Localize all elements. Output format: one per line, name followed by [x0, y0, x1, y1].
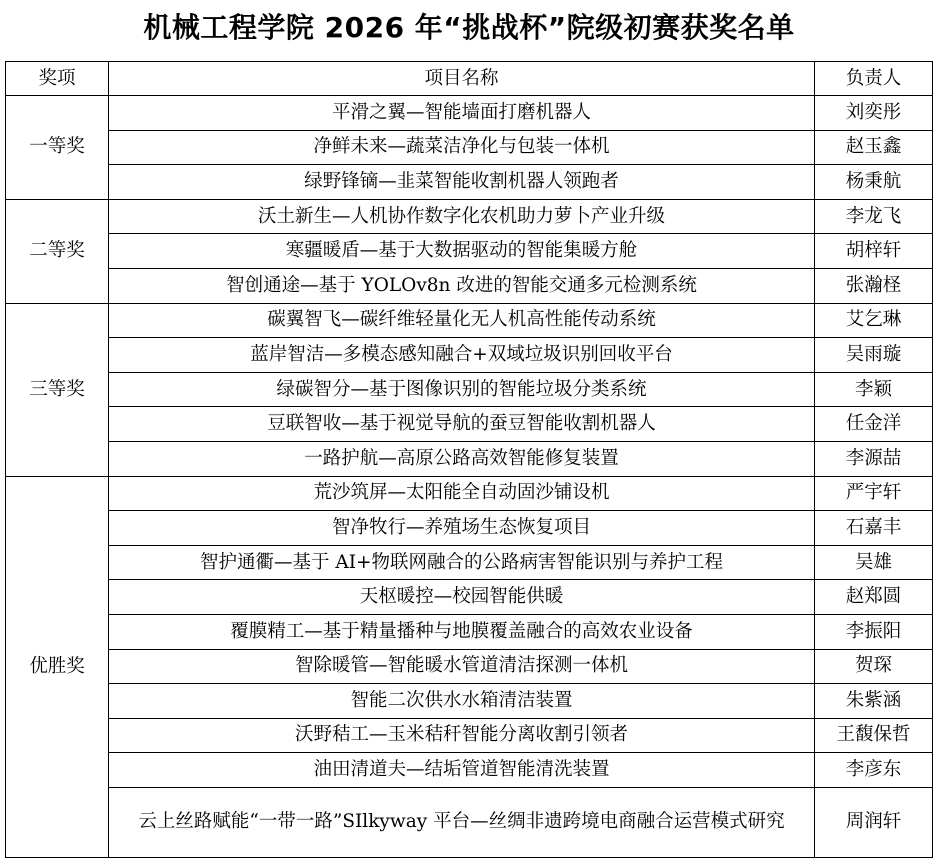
- table-row: [6, 441, 933, 476]
- table-row: [6, 614, 933, 649]
- header-project: 项目名称: [109, 62, 815, 96]
- owner-cell: 李振阳: [815, 614, 933, 649]
- table-row: [6, 476, 933, 511]
- project-name-cell: 智除暖管—智能暖水管道清洁探测一体机: [109, 649, 815, 684]
- owner-cell: 王馥保哲: [815, 718, 933, 753]
- table-row: [6, 753, 933, 788]
- project-name-cell: 绿野锋镝—韭菜智能收割机器人领跑者: [109, 165, 815, 200]
- owner-cell: 任金洋: [815, 407, 933, 442]
- owner-cell: 吴雄: [815, 545, 933, 580]
- owner-cell: 张瀚柽: [815, 268, 933, 303]
- award-table: [5, 61, 933, 858]
- header-owner: 负责人: [815, 62, 933, 96]
- owner-cell: 吴雨璇: [815, 338, 933, 373]
- table-row: [6, 303, 933, 338]
- award-level-cell: 三等奖: [6, 303, 109, 476]
- owner-cell: 李源喆: [815, 441, 933, 476]
- project-name-cell: 净鲜未来—蔬菜洁净化与包装一体机: [109, 130, 815, 165]
- owner-cell: 赵玉鑫: [815, 130, 933, 165]
- table-header-row: [6, 62, 933, 96]
- page-title: 机械工程学院 2026 年“挑战杯”院级初赛获奖名单: [143, 11, 795, 44]
- owner-cell: 刘奕彤: [815, 96, 933, 131]
- table-row: [6, 684, 933, 719]
- owner-cell: 赵郑圆: [815, 580, 933, 615]
- header-award: 奖项: [6, 62, 109, 96]
- project-name-cell: 一路护航—高原公路高效智能修复装置: [109, 441, 815, 476]
- table-row: [6, 580, 933, 615]
- project-name-cell: 沃野秸工—玉米秸秆智能分离收割引领者: [109, 718, 815, 753]
- project-name-cell: 豆联智收—基于视觉导航的蚕豆智能收割机器人: [109, 407, 815, 442]
- table-row: [6, 649, 933, 684]
- owner-cell: 杨秉航: [815, 165, 933, 200]
- owner-cell: 李颖: [815, 372, 933, 407]
- project-name-cell: 碳翼智飞—碳纤维轻量化无人机高性能传动系统: [109, 303, 815, 338]
- table-row: [6, 787, 933, 857]
- owner-cell: 李龙飞: [815, 199, 933, 234]
- table-row: [6, 545, 933, 580]
- table-row: [6, 407, 933, 442]
- table-row: [6, 199, 933, 234]
- project-name-cell: 沃土新生—人机协作数字化农机助力萝卜产业升级: [109, 199, 815, 234]
- project-name-cell: 智创通途—基于 YOLOv8n 改进的智能交通多元检测系统: [109, 268, 815, 303]
- owner-cell: 朱紫涵: [815, 684, 933, 719]
- project-name-cell: 油田清道夫—结垢管道智能清洗装置: [109, 753, 815, 788]
- owner-cell: 周润轩: [815, 787, 933, 857]
- award-level-cell: 一等奖: [6, 96, 109, 200]
- project-name-cell: 平滑之翼—智能墙面打磨机器人: [109, 96, 815, 131]
- table-row: [6, 718, 933, 753]
- table-row: [6, 511, 933, 546]
- project-name-cell: 蓝岸智洁—多模态感知融合+双域垃圾识别回收平台: [109, 338, 815, 373]
- table-row: [6, 165, 933, 200]
- project-name-cell: 天枢暖控—校园智能供暖: [109, 580, 815, 615]
- project-name-cell: 云上丝路赋能“一带一路”SIlkyway 平台—丝绸非遗跨境电商融合运营模式研究: [109, 787, 815, 857]
- table-row: [6, 96, 933, 131]
- owner-cell: 李彦东: [815, 753, 933, 788]
- project-name-cell: 绿碳智分—基于图像识别的智能垃圾分类系统: [109, 372, 815, 407]
- table-row: [6, 338, 933, 373]
- owner-cell: 艾乞琳: [815, 303, 933, 338]
- owner-cell: 贺琛: [815, 649, 933, 684]
- project-name-cell: 智能二次供水水箱清洁装置: [109, 684, 815, 719]
- table-row: [6, 130, 933, 165]
- owner-cell: 石嘉丰: [815, 511, 933, 546]
- project-name-cell: 智净牧行—养殖场生态恢复项目: [109, 511, 815, 546]
- table-row: [6, 234, 933, 269]
- owner-cell: 胡梓轩: [815, 234, 933, 269]
- table-row: [6, 372, 933, 407]
- owner-cell: 严宇轩: [815, 476, 933, 511]
- table-row: [6, 268, 933, 303]
- project-name-cell: 智护通衢—基于 AI+物联网融合的公路病害智能识别与养护工程: [109, 545, 815, 580]
- award-level-cell: 优胜奖: [6, 476, 109, 857]
- award-level-cell: 二等奖: [6, 199, 109, 303]
- table-body: [6, 96, 933, 858]
- project-name-cell: 荒沙筑屏—太阳能全自动固沙铺设机: [109, 476, 815, 511]
- project-name-cell: 覆膜精工—基于精量播种与地膜覆盖融合的高效农业设备: [109, 614, 815, 649]
- project-name-cell: 寒疆暖盾—基于大数据驱动的智能集暖方舱: [109, 234, 815, 269]
